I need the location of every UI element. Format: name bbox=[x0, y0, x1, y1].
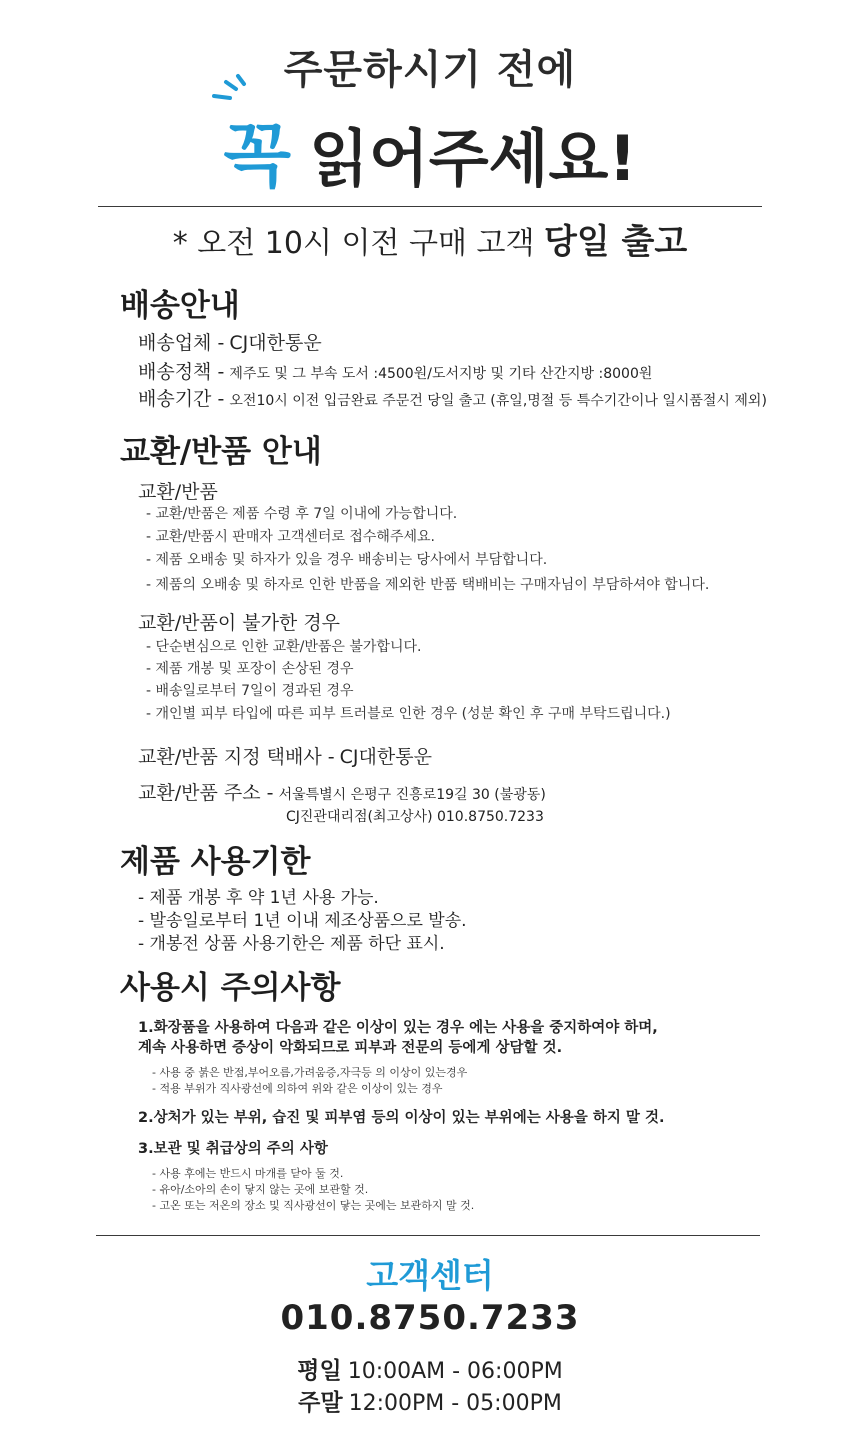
shipping-label: 배송정책 - bbox=[138, 361, 225, 383]
list-item: - 적용 부위가 직사광선에 의하여 위와 같은 이상이 있는 경우 bbox=[152, 1082, 443, 1095]
notice-text: * 오전 10시 이전 구매 고객 bbox=[172, 226, 535, 261]
list-item: - 제품 개봉 및 포장이 손상된 경우 bbox=[146, 661, 354, 677]
shipping-row-carrier bbox=[138, 328, 322, 355]
header-accent: 꼭 bbox=[223, 115, 291, 197]
list-item: - 사용 중 붉은 반점,부어오름,가려움증,자극등 의 이상이 있는경우 bbox=[152, 1066, 468, 1079]
exchange-address bbox=[138, 778, 546, 805]
header-title-text: 읽어주세요! bbox=[308, 122, 637, 195]
list-item: - 제품의 오배송 및 하자로 인한 반품을 제외한 반품 택배비는 구매자님이 부담하셔야 합니다. bbox=[146, 577, 710, 593]
shipping-label: 배송업체 - bbox=[138, 332, 225, 354]
weekday-time: 10:00AM - 06:00PM bbox=[347, 1359, 563, 1384]
list-item: - 교환/반품은 제품 수령 후 7일 이내에 가능합니다. bbox=[146, 506, 458, 522]
courier-value: CJ대한통운 bbox=[339, 746, 432, 768]
shipping-value: CJ대한통운 bbox=[229, 332, 322, 354]
list-item: - 단순변심으로 인한 교환/반품은 불가합니다. bbox=[146, 639, 422, 655]
caution-title: 사용시 주의사항 bbox=[120, 970, 341, 1006]
list-item: - 사용 후에는 반드시 마개를 닫아 둘 것. bbox=[152, 1167, 344, 1180]
courier-label: 교환/반품 지정 택배사 - bbox=[138, 746, 335, 768]
weekend-label: 주말 bbox=[298, 1390, 343, 1416]
shipping-row-period bbox=[138, 384, 767, 411]
list-item: - 배송일로부터 7일이 경과된 경우 bbox=[146, 683, 354, 699]
list-item: - 유아/소아의 손이 닿지 않는 곳에 보관할 것. bbox=[152, 1183, 369, 1196]
weekday-hours bbox=[0, 1352, 860, 1385]
shipping-value: 제주도 및 그 부속 도서 :4500원/도서지방 및 기타 산간지방 :8000원 bbox=[229, 366, 653, 382]
header-title bbox=[0, 100, 860, 201]
list-item: - 고온 또는 저온의 장소 및 직사광선이 닿는 곳에는 보관하지 말 것. bbox=[152, 1199, 475, 1212]
weekend-hours bbox=[0, 1384, 860, 1417]
expiry-title: 제품 사용기한 bbox=[120, 844, 311, 880]
customer-center-phone: 010.8750.7233 bbox=[280, 1298, 580, 1338]
divider-top bbox=[98, 206, 762, 207]
exchange-subtitle: 교환/반품 bbox=[138, 481, 218, 503]
customer-center-title: 고객센터 bbox=[366, 1256, 494, 1295]
exchange-title: 교환/반품 안내 bbox=[120, 434, 322, 470]
address-line-1: 서울특별시 은평구 진흥로19길 30 (불광동) bbox=[278, 787, 546, 803]
list-item: - 개봉전 상품 사용기한은 제품 하단 표시. bbox=[138, 934, 445, 954]
shipping-value: 오전10시 이전 입금완료 주문건 당일 출고 (휴일,명절 등 특수기간이나 일시품절시 제외) bbox=[229, 393, 767, 409]
divider-bottom bbox=[96, 1235, 760, 1236]
shipping-label: 배송기간 - bbox=[138, 388, 225, 410]
caution-p1-line2: 계속 사용하면 증상이 악화되므로 피부과 전문의 등에게 상담할 것. bbox=[138, 1040, 563, 1056]
list-item: - 개인별 피부 타입에 따른 피부 트러블로 인한 경우 (성분 확인 후 구매 부탁드립니다.) bbox=[146, 706, 671, 722]
header-subtitle: 주문하시기 전에 bbox=[283, 47, 577, 93]
weekend-time: 12:00PM - 05:00PM bbox=[348, 1391, 562, 1416]
list-item: - 제품 오배송 및 하자가 있을 경우 배송비는 당사에서 부담합니다. bbox=[146, 552, 548, 568]
shipping-title: 배송안내 bbox=[120, 288, 240, 324]
exchange-unavailable-title: 교환/반품이 불가한 경우 bbox=[138, 612, 341, 634]
caution-p2: 2.상처가 있는 부위, 습진 및 피부염 등의 이상이 있는 부위에는 사용을 하지 말 것. bbox=[138, 1110, 665, 1126]
list-item: - 발송일로부터 1년 이내 제조상품으로 발송. bbox=[138, 911, 467, 931]
caution-p1-line1: 1.화장품을 사용하여 다음과 같은 이상이 있는 경우 에는 사용을 중지하여야 하며, bbox=[138, 1020, 658, 1036]
same-day-notice bbox=[0, 214, 860, 263]
list-item: - 제품 개봉 후 약 1년 사용 가능. bbox=[138, 888, 379, 908]
list-item: - 교환/반품시 판매자 고객센터로 접수해주세요. bbox=[146, 529, 435, 545]
weekday-label: 평일 bbox=[297, 1358, 342, 1384]
address-label: 교환/반품 주소 - bbox=[138, 782, 274, 804]
notice-strong: 당일 출고 bbox=[544, 222, 688, 262]
exchange-courier bbox=[138, 742, 432, 769]
address-line-2: CJ진관대리점(최고상사) 010.8750.7233 bbox=[286, 809, 544, 825]
caution-p3: 3.보관 및 취급상의 주의 사항 bbox=[138, 1141, 328, 1157]
shipping-row-policy bbox=[138, 357, 652, 384]
